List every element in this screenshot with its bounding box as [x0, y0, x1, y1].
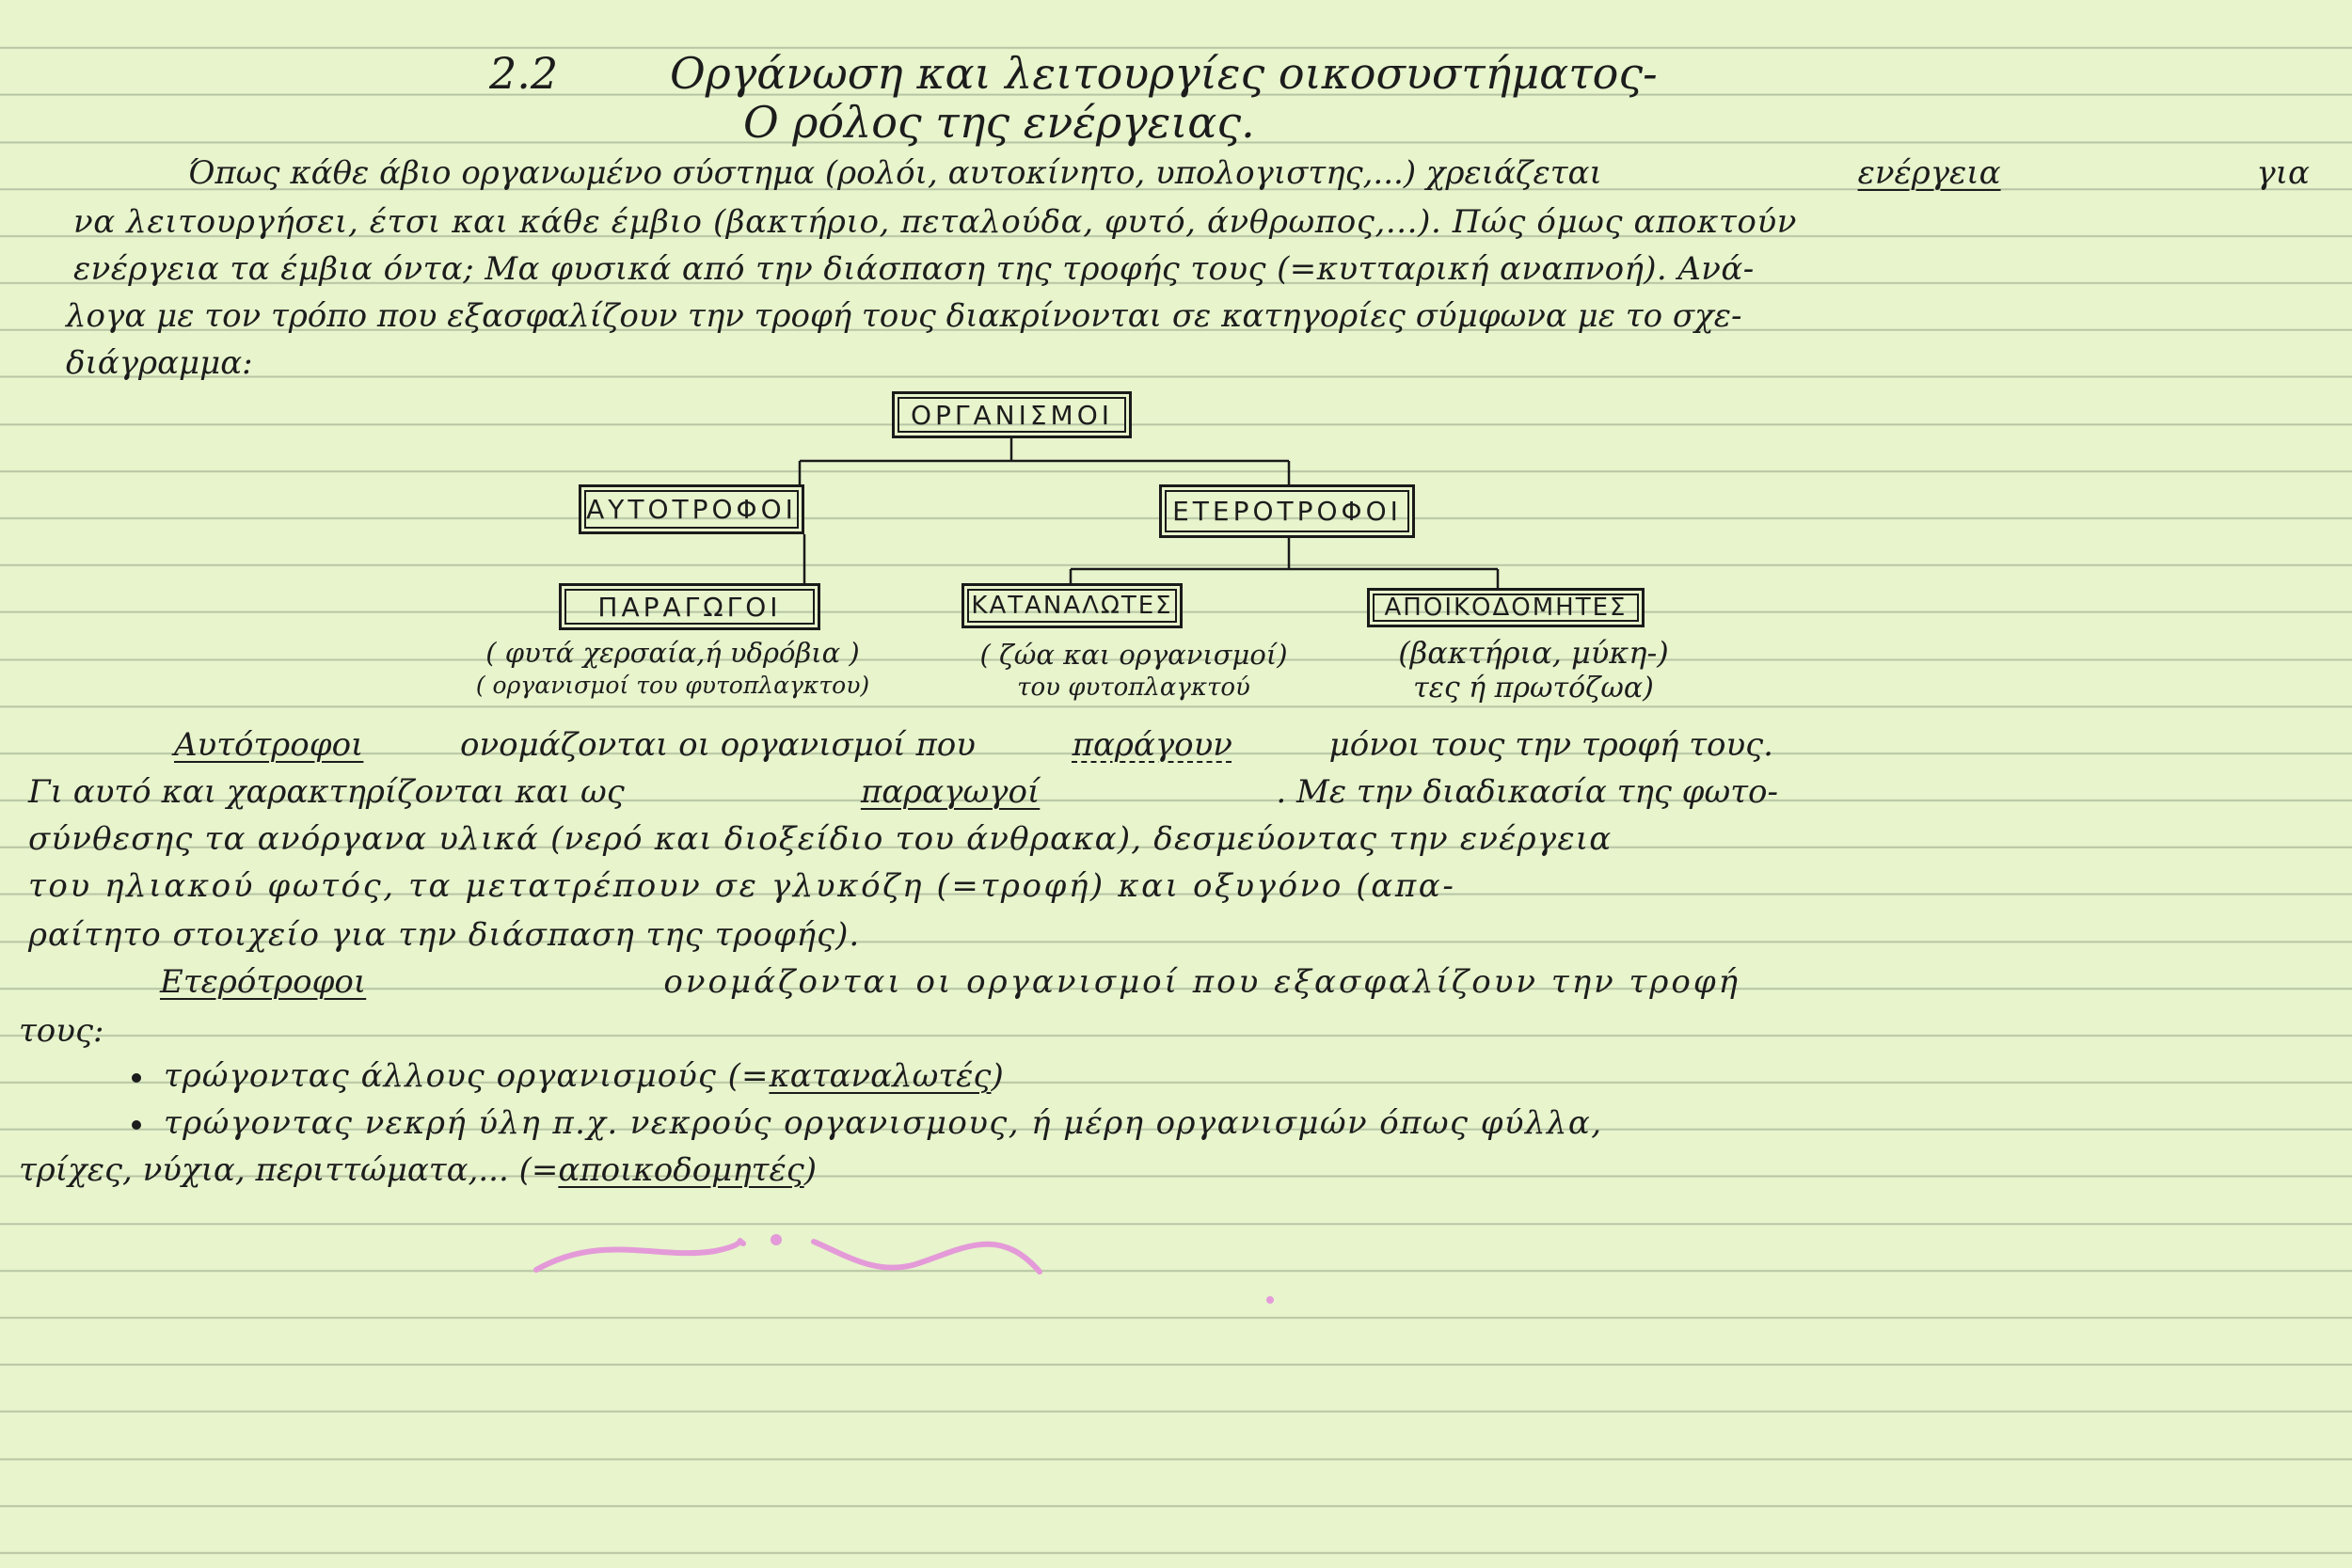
- box-producers: ΠΑΡΑΓΩΓΟΙ: [559, 583, 820, 630]
- decomposers-note-line-1: (βακτήρια, μύκη-): [1398, 635, 1669, 671]
- box-autotrophs: ΑΥΤΟΤΡΟΦΟΙ: [579, 484, 804, 534]
- heterotroph-line-2: τους:: [19, 1012, 104, 1050]
- keyword-energy: ενέργεια: [1857, 154, 2001, 192]
- consumers-note-line-1: ( ζώα και οργανισμοί): [979, 639, 1288, 671]
- box-organisms: ΟΡΓΑΝΙΣΜΟΙ: [892, 391, 1132, 438]
- term-autotrophs: Αυτότροφοι: [174, 726, 364, 764]
- term-heterotrophs: Ετερότροφοι: [160, 963, 367, 1001]
- autotroph-line-5: ραίτητο στοιχείο για την διάσπαση της τροφής).: [28, 916, 861, 954]
- bullet-consumers-a: τρώγοντας άλλους οργανισμούς (=: [164, 1057, 770, 1095]
- autotroph-line-1-c: μόνοι τους την τροφή τους.: [1328, 726, 1773, 764]
- producers-note-line-1: ( φυτά χερσαία,ή υδρόβια ): [485, 637, 860, 669]
- bullet-consumers-c: ): [991, 1057, 1004, 1095]
- box-heterotrophs: ΕΤΕΡΟΤΡΟΦΟΙ: [1159, 484, 1415, 538]
- heterotroph-line-last-a: τρίχες, νύχια, περιττώματα,... (=: [19, 1151, 559, 1189]
- keyword-consumers: καταναλωτές: [769, 1057, 992, 1095]
- intro-line-1-c: για: [2256, 154, 2310, 192]
- intro-line-1-a: Όπως κάθε άβιο οργανωμένο σύστημα (ρολόι, αυτοκίνητο, υπολογιστης,...) χρειάζεται: [188, 154, 1602, 192]
- section-number: 2.2: [489, 48, 559, 99]
- intro-line-3: ενέργεια τα έμβια όντα; Μα φυσικά από την διάσπαση της τροφής τους (=κυτταρική αναπνοή). Ανά-: [73, 250, 1755, 288]
- box-decomposers: ΑΠΟΙΚΟΔΟΜΗΤΕΣ: [1367, 588, 1645, 627]
- decomposers-note-line-2: τες ή πρωτόζωα): [1413, 672, 1654, 705]
- autotroph-line-4: του ηλιακού φωτός, τα μετατρέπουν σε γλυκόζη (=τροφή) και οξυγόνο (απα-: [28, 867, 1456, 905]
- bullet-decomposers-text: τρώγοντας νεκρή ύλη π.χ. νεκρούς οργανισμους, ή μέρη οργανισμών όπως φύλλα,: [164, 1104, 1603, 1142]
- section-title-line-1: Οργάνωση και λειτουργίες οικοσυστήματος-: [670, 48, 1658, 99]
- producers-note-line-2: ( οργανισμοί του φυτοπλαγκτου): [475, 672, 870, 699]
- autotroph-line-2-a: Γι αυτό και χαρακτηρίζονται και ως: [28, 773, 625, 811]
- section-title-line-2: Ο ρόλος της ενέργειας.: [743, 97, 1255, 148]
- autotroph-line-3: σύνθεσης τα ανόργανα υλικά (νερό και διοξείδιο του άνθρακα), δεσμεύοντας την ενέργεια: [28, 820, 1613, 858]
- autotroph-line-1-a: ονομάζονται οι οργανισμοί που: [460, 726, 976, 764]
- intro-line-4: λογα με τον τρόπο που εξασφαλίζουν την τροφή τους διακρίνονται σε κατηγορίες σύμφωνα με το σχε-: [66, 297, 1742, 335]
- autotroph-line-2-c: . Με την διαδικασία της φωτο-: [1276, 773, 1778, 811]
- intro-line-5: διάγραμμα:: [66, 344, 253, 382]
- keyword-produce: παράγουν: [1072, 726, 1232, 764]
- keyword-decomposers: αποικοδομητές: [558, 1151, 804, 1189]
- heterotroph-line-1-rest: ονομάζονται οι οργανισμοί που εξασφαλίζουν την τροφή: [663, 963, 1740, 1001]
- heterotroph-line-last-c: ): [803, 1151, 817, 1189]
- intro-line-2: να λειτουργήσει, έτσι και κάθε έμβιο (βακτήριο, πεταλούδα, φυτό, άνθρωπος,...). Πώς όμως αποκτούν: [73, 203, 1798, 241]
- consumers-note-line-2: του φυτοπλαγκτού: [1017, 673, 1250, 702]
- box-consumers: ΚΑΤΑΝΑΛΩΤΕΣ: [961, 583, 1183, 628]
- keyword-producers: παραγωγοί: [860, 773, 1041, 811]
